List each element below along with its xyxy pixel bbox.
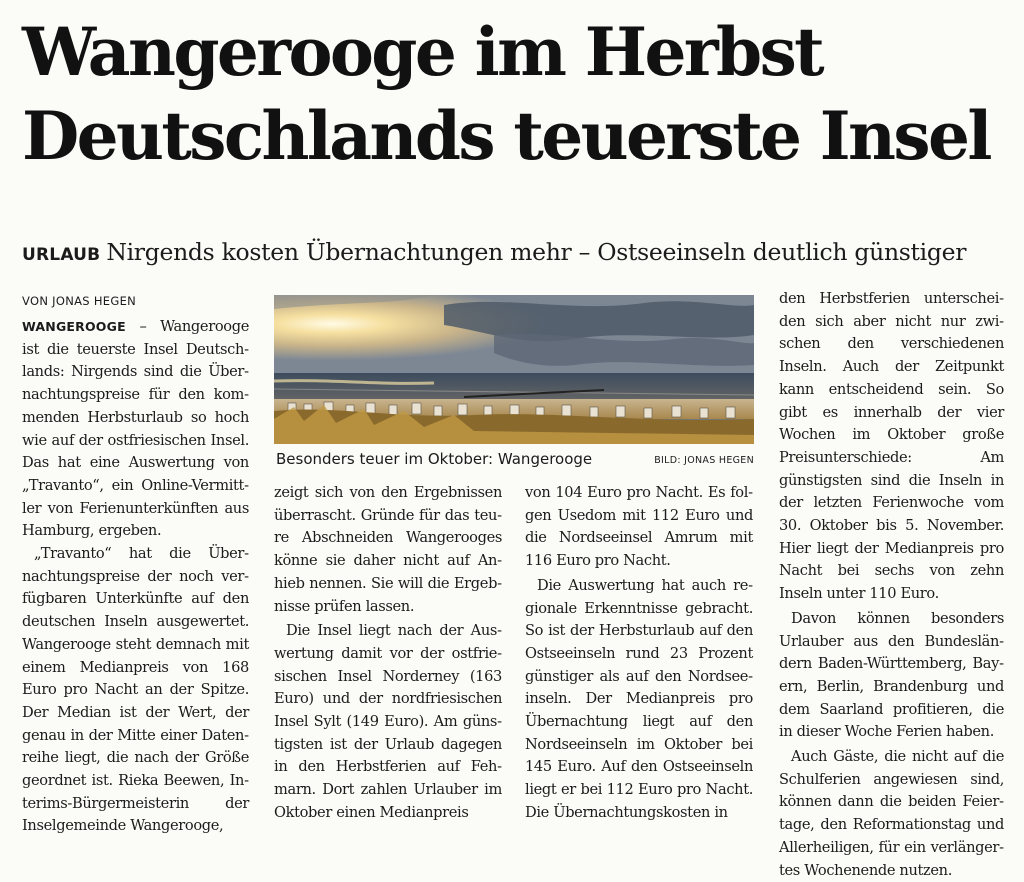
article-column-3 — [525, 482, 753, 825]
article-photo — [274, 295, 754, 444]
kicker-label: URLAUB — [22, 245, 101, 265]
caption-text: Besonders teuer im Oktober: Wangerooge — [276, 450, 593, 468]
article-column-1 — [22, 316, 249, 838]
dateline: WANGEROOGE — [22, 319, 126, 334]
headline — [22, 10, 1012, 178]
beach-sunset-image — [274, 295, 754, 444]
paragraph: Auch Gäste, die nicht auf die Schulferien angewiesen sind, können dann die beiden Feiertage, den Reformationstag und Allerheiligen, für ein verlängertes Wochenende nutzen. — [779, 748, 1004, 879]
paragraph: von 104 Euro pro Nacht. Es folgen Usedom mit 112 Euro und die Nordseeinsel Amrum mit 116 Euro pro Nacht. — [525, 484, 753, 570]
article-column-4 — [779, 288, 1004, 882]
subheadline-text: Nirgends kosten Übernachtungen mehr – Ostseeinseln deutlich günstiger — [106, 238, 967, 266]
photo-credit: BILD: JONAS HEGEN — [654, 455, 754, 466]
paragraph: „Travanto“ hat die Übernachtungspreise der noch verfügbaren Unterkünfte auf den deutschen Inseln ausgewertet. Wangerooge steht demnach mit einem Medianpreis von 168 Euro pro Nacht an der Spitze. Der Median ist der Wert, der genau in der Mitte einer Datenreihe liegt, die nach der Größe geordnet ist. Rieka Beewen, Interims-Bürgermeisterin der Inselgemeinde Wangerooge, — [22, 545, 249, 835]
paragraph: Davon können besonders Urlauber aus den Bundesländern Baden-Württemberg, Bayern, Berlin, Brandenburg und dem Saarland profitieren, die in dieser Woche Ferien haben. — [779, 609, 1004, 741]
article-column-2 — [274, 482, 502, 825]
byline: VON JONAS HEGEN — [22, 294, 137, 308]
paragraph: den Herbstferien unterscheiden sich aber nicht nur zwischen den verschiedenen Inseln. Auch der Zeitpunkt kann entscheidend sein. So gibt es innerhalb der vier Wochen im Oktober große Preisunterschiede: Am günstigsten sind die Inseln in der letzten Ferienwoche vom 30. Oktober bis 5. November. Hier liegt der Medianpreis pro Nacht bei sechs von zehn Inseln unter 110 Euro. — [779, 290, 1004, 603]
paragraph: WANGEROOGE – Wangerooge ist die teuerste Insel Deutschlands: Nirgends sind die Übernachtungspreise für den kommenden Herbsturlaub so hoch wie auf der ostfriesischen Insel. Das hat eine Auswertung von „Travanto“, ein Online-Vermittler von Ferienunterkünften aus Hamburg, ergeben. — [22, 318, 249, 540]
photo-caption — [274, 448, 754, 474]
paragraph: zeigt sich von den Ergebnissen überrascht. Gründe für das teure Abschneiden Wangerooges könne sie daher nicht auf Anhieb nennen. Sie will die Ergebnisse prüfen lassen. — [274, 484, 502, 615]
paragraph: Die Insel liegt nach der Auswertung damit vor der ostfriesischen Insel Norderney (163 Euro) und der nordfriesischen Insel Sylt (149 Euro). Am günstigsten ist der Urlaub dagegen in den Herbstferien auf Fehmarn. Dort zahlen Urlauber im Oktober einen Medianpreis — [274, 622, 502, 821]
headline-line-2: Deutschlands teuerste Insel — [22, 97, 990, 175]
paragraph: Die Auswertung hat auch regionale Erkenntnisse gebracht. So ist der Herbsturlaub auf den Ostseeinseln rund 23 Prozent günstiger als auf den Nordseeinseln. Der Medianpreis pro Übernachtung liegt auf den Nordseeinseln im Oktober bei 145 Euro. Auf den Ostseeinseln liegt er bei 112 Euro pro Nacht. Die Übernachtungskosten in — [525, 576, 753, 821]
subheadline — [22, 236, 1012, 271]
headline-line-1: Wangerooge im Herbst — [22, 13, 823, 91]
